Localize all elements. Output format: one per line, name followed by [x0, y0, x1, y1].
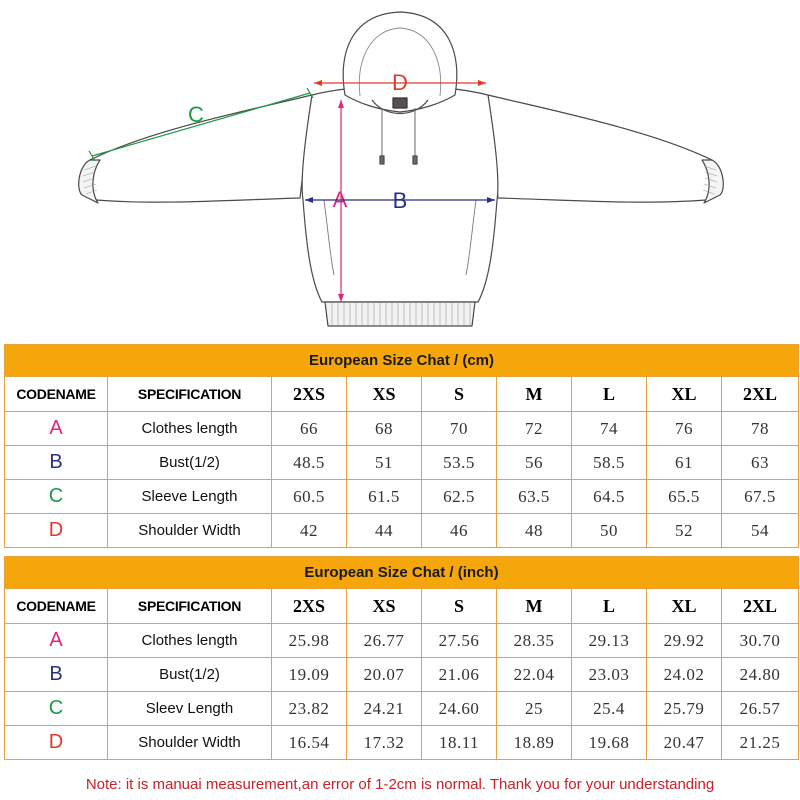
- specification-header: SPECIFICATION: [108, 589, 272, 624]
- value-cell: 72: [497, 412, 572, 446]
- value-cell: 63.5: [497, 480, 572, 514]
- value-cell: 63: [722, 446, 799, 480]
- value-cell: 23.82: [272, 692, 347, 726]
- code-cell: D: [5, 726, 108, 760]
- value-cell: 67.5: [722, 480, 799, 514]
- value-cell: 24.60: [422, 692, 497, 726]
- measurement-note: Note: it is manuai measurement,an error of 1-2cm is normal. Thank you for your understanding: [85, 776, 715, 793]
- hood: [343, 12, 457, 112]
- table-row: [5, 726, 799, 760]
- value-cell: 22.04: [497, 658, 572, 692]
- value-cell: 25: [497, 692, 572, 726]
- value-cell: 20.07: [347, 658, 422, 692]
- size-header: XS: [347, 377, 422, 412]
- table-row: [5, 412, 799, 446]
- hem-band: [325, 302, 475, 326]
- code-cell: C: [5, 692, 108, 726]
- value-cell: 19.68: [572, 726, 647, 760]
- value-cell: 74: [572, 412, 647, 446]
- value-cell: 78: [722, 412, 799, 446]
- table-row: [5, 658, 799, 692]
- code-cell: D: [5, 514, 108, 548]
- codename-header: CODENAME: [5, 377, 108, 412]
- value-cell: 52: [647, 514, 722, 548]
- value-cell: 44: [347, 514, 422, 548]
- table-title: European Size Chat / (inch): [5, 557, 799, 589]
- value-cell: 54: [722, 514, 799, 548]
- value-cell: 48: [497, 514, 572, 548]
- value-cell: 19.09: [272, 658, 347, 692]
- spec-cell: Shoulder Width: [108, 514, 272, 548]
- value-cell: 25.4: [572, 692, 647, 726]
- specification-header: SPECIFICATION: [108, 377, 272, 412]
- spec-cell: Bust(1/2): [108, 446, 272, 480]
- size-header: XL: [647, 377, 722, 412]
- value-cell: 46: [422, 514, 497, 548]
- size-header: XL: [647, 589, 722, 624]
- value-cell: 61: [647, 446, 722, 480]
- table-title: European Size Chat / (cm): [5, 345, 799, 377]
- value-cell: 25.98: [272, 624, 347, 658]
- size-table-inch: [4, 556, 799, 760]
- table-row: [5, 514, 799, 548]
- value-cell: 20.47: [647, 726, 722, 760]
- size-header: 2XS: [272, 589, 347, 624]
- spec-cell: Clothes length: [108, 412, 272, 446]
- value-cell: 26.57: [722, 692, 799, 726]
- spec-cell: Sleeve Length: [108, 480, 272, 514]
- value-cell: 65.5: [647, 480, 722, 514]
- size-header: 2XS: [272, 377, 347, 412]
- value-cell: 42: [272, 514, 347, 548]
- size-header: XS: [347, 589, 422, 624]
- table-row: [5, 446, 799, 480]
- value-cell: 24.02: [647, 658, 722, 692]
- spec-cell: Sleev Length: [108, 692, 272, 726]
- code-cell: C: [5, 480, 108, 514]
- table-row: [5, 624, 799, 658]
- table-row: [5, 692, 799, 726]
- table-row: [5, 480, 799, 514]
- value-cell: 18.11: [422, 726, 497, 760]
- size-header: 2XL: [722, 377, 799, 412]
- code-cell: A: [5, 624, 108, 658]
- value-cell: 51: [347, 446, 422, 480]
- value-cell: 25.79: [647, 692, 722, 726]
- size-header: M: [497, 589, 572, 624]
- code-cell: A: [5, 412, 108, 446]
- value-cell: 50: [572, 514, 647, 548]
- table-header-row: [5, 377, 799, 412]
- value-cell: 66: [272, 412, 347, 446]
- value-cell: 60.5: [272, 480, 347, 514]
- value-cell: 29.92: [647, 624, 722, 658]
- value-cell: 64.5: [572, 480, 647, 514]
- value-cell: 61.5: [347, 480, 422, 514]
- spec-cell: Bust(1/2): [108, 658, 272, 692]
- size-header: L: [572, 589, 647, 624]
- measure-d-label: D: [392, 70, 408, 95]
- hoodie-diagram: [0, 0, 800, 340]
- size-header: M: [497, 377, 572, 412]
- measure-a-label: A: [332, 187, 348, 212]
- table-header-row: [5, 589, 799, 624]
- spec-cell: Shoulder Width: [108, 726, 272, 760]
- value-cell: 62.5: [422, 480, 497, 514]
- value-cell: 70: [422, 412, 497, 446]
- value-cell: 76: [647, 412, 722, 446]
- value-cell: 53.5: [422, 446, 497, 480]
- value-cell: 24.80: [722, 658, 799, 692]
- value-cell: 68: [347, 412, 422, 446]
- value-cell: 24.21: [347, 692, 422, 726]
- size-header: S: [422, 589, 497, 624]
- codename-header: CODENAME: [5, 589, 108, 624]
- value-cell: 28.35: [497, 624, 572, 658]
- value-cell: 58.5: [572, 446, 647, 480]
- value-cell: 30.70: [722, 624, 799, 658]
- value-cell: 18.89: [497, 726, 572, 760]
- size-header: L: [572, 377, 647, 412]
- spec-cell: Clothes length: [108, 624, 272, 658]
- measure-c-label: C: [188, 102, 204, 127]
- code-cell: B: [5, 446, 108, 480]
- measure-b-label: B: [392, 188, 408, 213]
- value-cell: 23.03: [572, 658, 647, 692]
- value-cell: 48.5: [272, 446, 347, 480]
- value-cell: 56: [497, 446, 572, 480]
- size-header: S: [422, 377, 497, 412]
- value-cell: 27.56: [422, 624, 497, 658]
- size-header: 2XL: [722, 589, 799, 624]
- size-table-cm: [4, 344, 799, 548]
- value-cell: 17.32: [347, 726, 422, 760]
- value-cell: 21.06: [422, 658, 497, 692]
- value-cell: 26.77: [347, 624, 422, 658]
- right-sleeve: [488, 95, 718, 202]
- value-cell: 21.25: [722, 726, 799, 760]
- value-cell: 29.13: [572, 624, 647, 658]
- value-cell: 16.54: [272, 726, 347, 760]
- code-cell: B: [5, 658, 108, 692]
